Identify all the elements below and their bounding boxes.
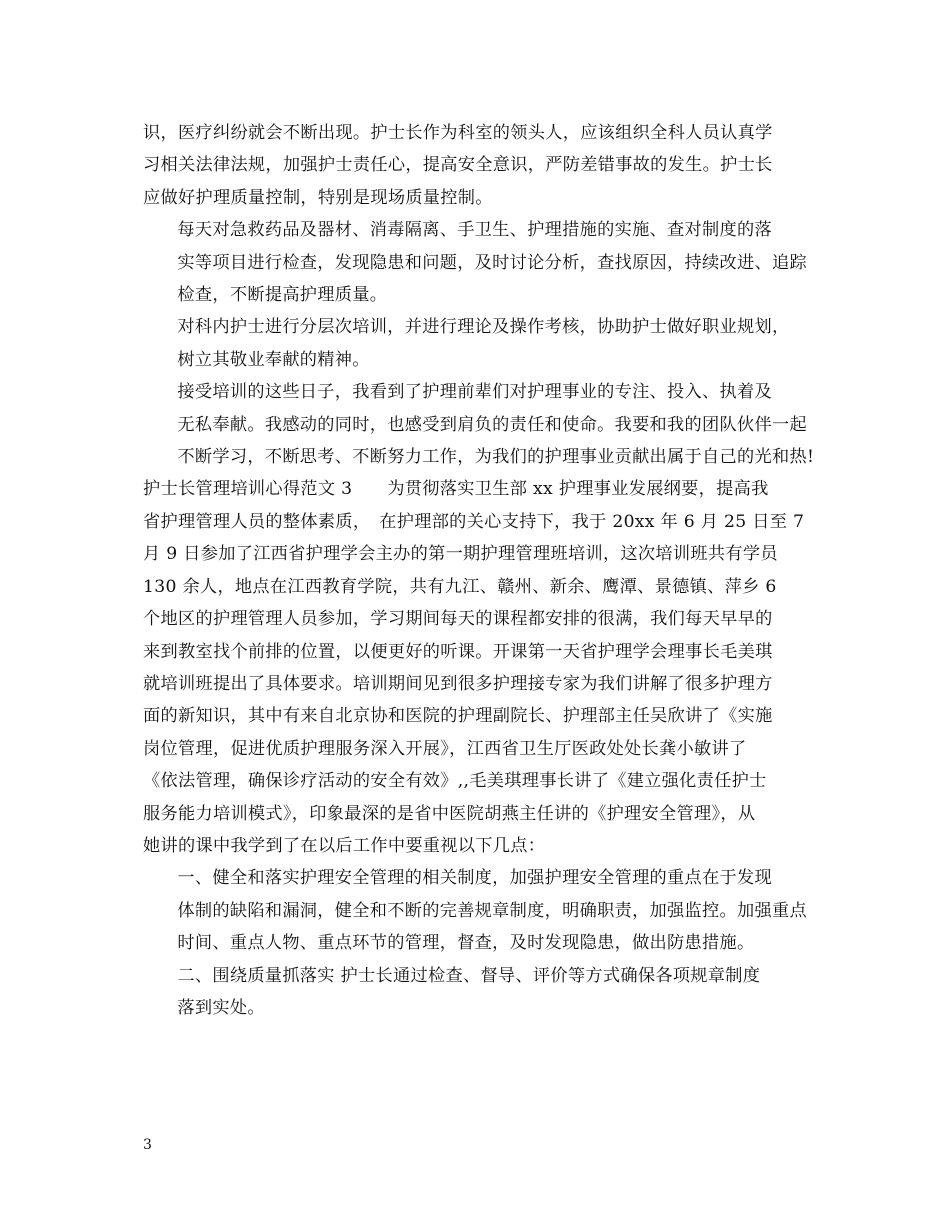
text-line: 每天对急救药品及器材、消毒隔离、手卫生、护理措施的实施、查对制度的落 xyxy=(177,220,772,241)
paragraph xyxy=(143,862,823,959)
text-line: 个地区的护理管理人员参加，学习期间每天的课程都安排的很满，我们每天早早的 xyxy=(143,609,773,630)
text-line: 来到教室找个前排的位置，以便更好的听课。开课第一天省护理学会理事长毛美琪 xyxy=(143,641,773,662)
paragraph xyxy=(143,214,823,311)
text-line: 130 余人，地点在江西教育学院，共有九江、赣州、新余、鹰潭、景德镇、萍乡 6 xyxy=(143,576,777,597)
text-line: 《依法管理，确保诊疗活动的安全有效》,,毛美琪理事长讲了《建立强化责任护士 xyxy=(143,771,767,792)
paragraph xyxy=(143,117,823,214)
text-line: 树立其敬业奉献的精神。 xyxy=(177,349,370,370)
text-line: 时间、重点人物、重点环节的管理，督查，及时发现隐患，做出防患措施。 xyxy=(177,933,755,954)
text-line: 应做好护理质量控制，特别是现场质量控制。 xyxy=(143,187,493,208)
text-line: 实等项目进行检查，发现隐患和问题，及时讨论分析，查找原因，持续改进、追踪 xyxy=(177,252,807,273)
paragraph xyxy=(143,311,823,376)
text-line: 服务能力培训模式》，印象最深的是省中医院胡燕主任讲的《护理安全管理》，从 xyxy=(143,803,756,824)
text-line: 不断学习，不断思考、不断努力工作，为我们的护理事业贡献出属于自己的光和热! xyxy=(177,447,815,468)
text-line: 习相关法律法规，加强护士责任心，提高安全意识，严防差错事故的发生。护士长 xyxy=(143,155,773,176)
text-line: 面的新知识，其中有来自北京协和医院的护理副院长、护理部主任吴欣讲了《实施 xyxy=(143,706,773,727)
text-line: 省护理管理人员的整体素质， 在护理部的关心支持下，我于 20xx 年 6 月 25 日至 7 xyxy=(143,511,805,532)
page-number: 3 xyxy=(143,1137,152,1153)
text-line: 月 9 日参加了江西省护理学会主办的第一期护理管理班培训，这次培训班共有学员 xyxy=(143,544,778,565)
text-line: 体制的缺陷和漏洞，健全和不断的完善规章制度，明确职责，加强监控。加强重点 xyxy=(177,900,807,921)
text-line: 她讲的课中我学到了在以后工作中要重视以下几点： xyxy=(143,835,546,856)
paragraph xyxy=(143,960,823,1025)
document-body xyxy=(143,117,823,1024)
text-line: 接受培训的这些日子，我看到了护理前辈们对护理事业的专注、投入、执着及 xyxy=(177,382,772,403)
text-line: 护士长管理培训心得范文 3 为贯彻落实卫生部 xx 护理事业发展纲要，提高我 xyxy=(143,479,769,500)
text-line: 识，医疗纠纷就会不断出现。护士长作为科室的领头人，应该组织全科人员认真学 xyxy=(143,123,773,143)
text-line: 对科内护士进行分层次培训，并进行理论及操作考核，协助护士做好职业规划， xyxy=(177,317,790,338)
text-line: 一、健全和落实护理安全管理的相关制度，加强护理安全管理的重点在于发现 xyxy=(177,868,772,889)
text-line: 岗位管理，促进优质护理服务深入开展》，江西省卫生厅医政处处长龚小敏讲了 xyxy=(143,738,747,759)
text-line: 落到实处。 xyxy=(177,997,265,1018)
paragraph xyxy=(143,376,823,473)
text-line: 检查，不断提高护理质量。 xyxy=(177,285,388,306)
text-line: 无私奉献。我感动的同时，也感受到肩负的责任和使命。我要和我的团队伙伴一起 xyxy=(177,414,807,435)
paragraph xyxy=(143,473,823,862)
text-line: 就培训班提出了具体要求。培训期间见到很多护理接专家为我们讲解了很多护理方 xyxy=(143,673,773,694)
text-line: 二、围绕质量抓落实 护士长通过检查、督导、评价等方式确保各项规章制度 xyxy=(177,965,761,986)
